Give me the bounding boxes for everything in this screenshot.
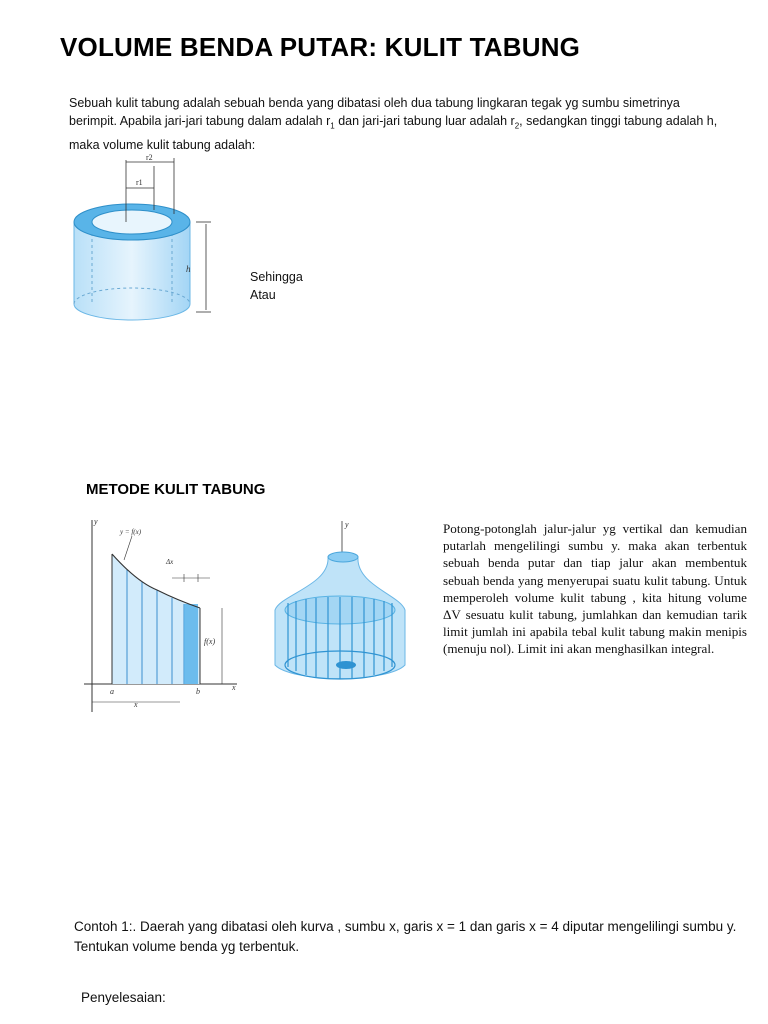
solid-of-revolution-figure xyxy=(270,515,410,695)
x-distance-label: x xyxy=(134,700,138,709)
fx-label: f(x) xyxy=(204,637,216,646)
sehingga-label: Sehingga xyxy=(250,270,303,284)
example-1-text: Contoh 1:. Daerah yang dibatasi oleh kurva , sumbu x, garis x = 1 dan garis x = 4 diputar mengelilingi sumbu y. Tentukan volume benda yg terbentuk. xyxy=(74,919,737,954)
intro-paragraph: Sebuah kulit tabung adalah sebuah benda yang dibatasi oleh dua tabung lingkaran tegak yg sumbu simetrinya berimpit. Apabila jari-jari tabung dalam adalah $r_1$ dan jari-jari tabung luar adalah $r_2$, sedangkan tinggi tabung adalah h, maka volume kulit tabung adalah: xyxy=(69,96,718,152)
h-label: h xyxy=(186,264,191,274)
r1-label: r1 xyxy=(136,178,143,187)
solution-label: Penyelesaian: xyxy=(81,990,166,1005)
dx-label: Δx xyxy=(166,558,174,566)
y-axis-label: y xyxy=(94,517,98,526)
page-title: VOLUME BENDA PUTAR: KULIT TABUNG xyxy=(60,32,581,62)
a-label: a xyxy=(110,687,114,696)
region-strips-figure xyxy=(82,512,242,722)
x-axis-label: x xyxy=(232,683,236,692)
method-paragraph: Potong-potonglah jalur-jalur yg vertikal dan kemudian putarlah mengelilingi sumbu y. maka akan terbentuk sebuah benda putar dan tiap jalur akan membentuk sebuah benda yang menyerupai suatu kulit tabung. Untuk memperoleh volume kulit tabung , kita hitung volume ΔV sesuatu kulit tabung, jumlahkan dan kemudian tarik limit jumlah ini apabila tebal kulit tabung makin menipis (menuju nol). Limit ini akan menghasilkan integral. xyxy=(443,521,747,657)
curve-label: y = f(x) xyxy=(120,528,142,536)
cylindrical-shell-figure xyxy=(66,152,216,347)
section-title: METODE KULIT TABUNG xyxy=(86,481,266,498)
b-label: b xyxy=(196,687,200,696)
y-axis-label-3d: y xyxy=(345,520,349,529)
atau-label: Atau xyxy=(250,288,276,302)
r2-label: r2 xyxy=(146,153,153,162)
